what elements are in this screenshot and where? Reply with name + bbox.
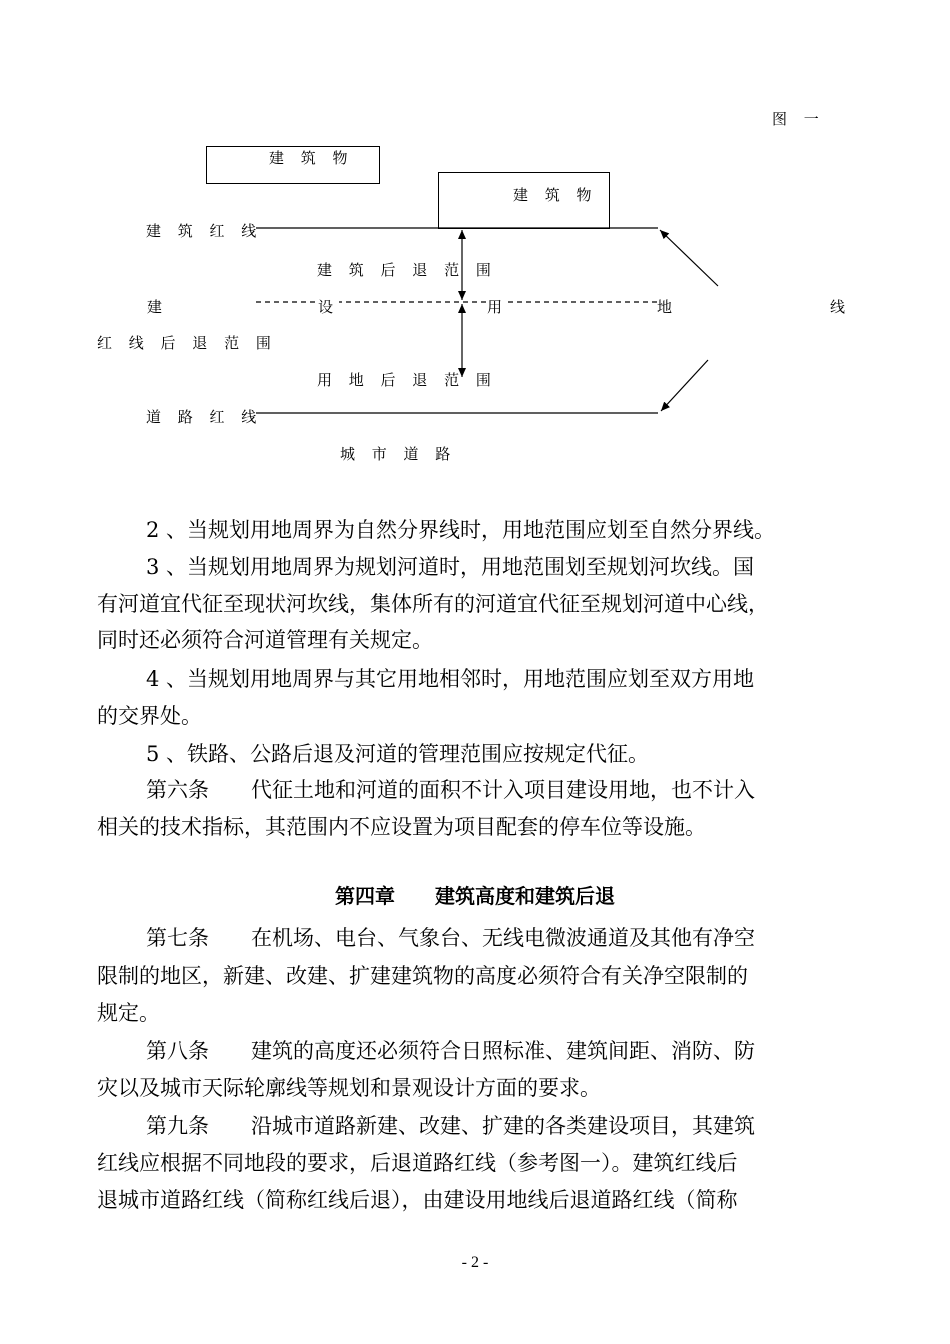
building-label-left: 建 筑 物 [269,149,354,167]
land-line-char-3: 用 [487,298,509,316]
building-label-right: 建 筑 物 [513,186,598,204]
paragraph-line: 的交界处。 [97,704,202,728]
figure-lines [0,0,950,480]
paragraph-line: 规定。 [97,1001,160,1025]
paragraph-line: 灾以及城市天际轮廓线等规划和景观设计方面的要求。 [97,1076,601,1100]
page-number: - 2 - [461,1254,489,1271]
paragraph-line: 5 、铁路、公路后退及河道的管理范围应按规定代征。 [146,742,650,766]
building-setback-label: 建 筑 后 退 范 围 [317,261,497,279]
land-line-char-5: 线 [830,298,852,316]
paragraph-line: 退城市道路红线（简称红线后退），由建设用地线后退道路红线（简称 [97,1188,738,1212]
paragraph-line: 红线应根据不同地段的要求，后退道路红线（参考图一）。建筑红线后 [97,1151,738,1175]
arrow-to-road-red-line [661,360,708,411]
red-line-setback-label: 红 线 后 退 范 围 [97,334,277,352]
figure-caption: 图 一 [772,110,825,128]
road-red-line-label: 道 路 红 线 [146,408,263,426]
paragraph-line: 2 、当规划用地周界为自然分界线时，用地范围应划至自然分界线。 [146,518,776,542]
land-setback-label: 用 地 后 退 范 围 [317,371,497,389]
building-red-line-label: 建 筑 红 线 [146,222,263,240]
paragraph-line: 第七条 在机场、电台、气象台、无线电微波通道及其他有净空 [146,926,755,950]
paragraph-line: 同时还必须符合河道管理有关规定。 [97,628,433,652]
paragraph-line: 第八条 建筑的高度还必须符合日照标准、建筑间距、消防、防 [146,1039,755,1063]
paragraph-line: 第六条 代征土地和河道的面积不计入项目建设用地，也不计入 [146,778,755,802]
arrow-to-building-red-line [660,230,718,286]
paragraph-line: 相关的技术指标，其范围内不应设置为项目配套的停车位等设施。 [97,815,706,839]
land-line-char-1: 建 [147,298,169,316]
chapter-heading: 第四章 建筑高度和建筑后退 [335,884,615,908]
paragraph-line: 限制的地区，新建、改建、扩建建筑物的高度必须符合有关净空限制的 [97,964,748,988]
land-line-char-2: 设 [318,298,340,316]
paragraph-line: 第九条 沿城市道路新建、改建、扩建的各类建设项目，其建筑 [146,1114,755,1138]
land-line-char-4: 地 [657,298,679,316]
paragraph-line: 有河道宜代征至现状河坎线，集体所有的河道宜代征至规划河道中心线， [97,592,769,616]
paragraph-line: 3 、当规划用地周界为规划河道时，用地范围划至规划河坎线。国 [146,555,755,579]
paragraph-line: 4 、当规划用地周界与其它用地相邻时，用地范围应划至双方用地 [146,667,755,691]
city-road-label: 城 市 道 路 [340,445,457,463]
